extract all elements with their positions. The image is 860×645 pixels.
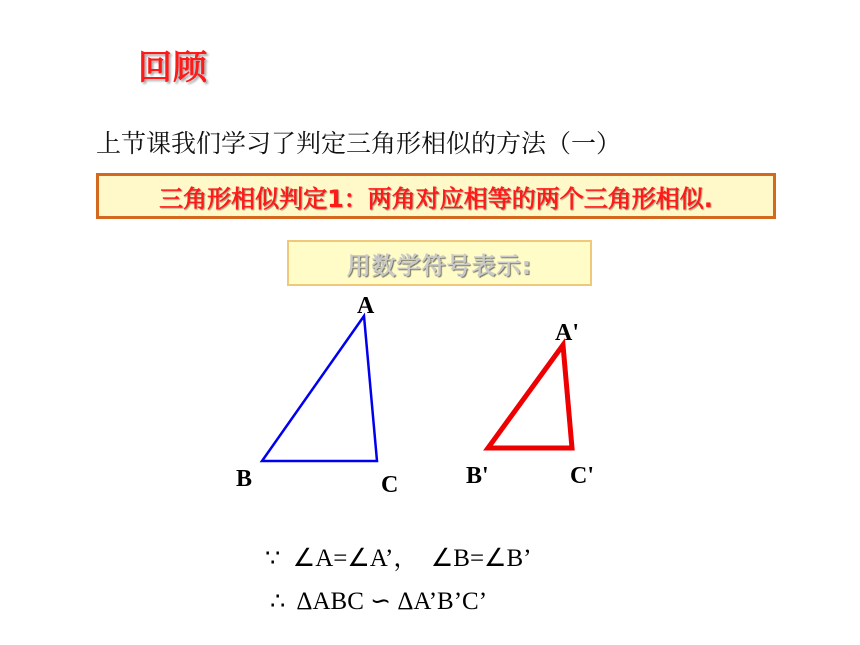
- because-line: [265, 538, 531, 574]
- vertex-label-a-prime: A': [555, 320, 579, 346]
- because-text: ∠A=∠A’， ∠B=∠B’: [292, 545, 532, 572]
- vertex-label-b-prime: B': [466, 463, 489, 489]
- therefore-text: ΔABC ∽ ΔA’B’C’: [296, 588, 488, 615]
- therefore-line: [270, 586, 487, 616]
- vertex-label-b: B: [236, 466, 253, 492]
- theorem-text: 三角形相似判定1：两角对应相等的两个三角形相似.: [159, 184, 713, 213]
- intro-text: 上节课我们学习了判定三角形相似的方法（一）: [96, 129, 622, 158]
- slide-title: 回顾: [138, 48, 208, 88]
- triangle-a-prime-b-prime-c-prime: [488, 345, 572, 448]
- vertex-label-c-prime: C': [570, 463, 594, 489]
- symbol-heading: 用数学符号表示:: [346, 251, 533, 280]
- vertex-label-c: C: [381, 472, 399, 498]
- vertex-label-a: A: [357, 293, 375, 319]
- because-symbol: ∵: [265, 544, 281, 572]
- triangle-abc: [262, 316, 377, 461]
- therefore-symbol: ∴: [270, 587, 286, 615]
